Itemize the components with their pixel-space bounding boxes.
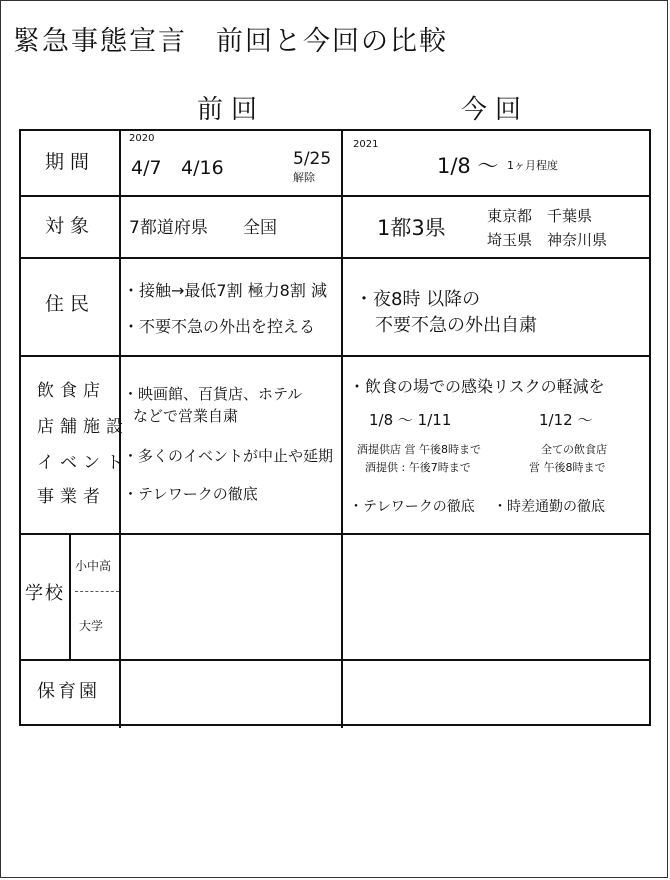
current-target-line1: 東京都 千葉県 <box>487 207 593 225</box>
page-title: 緊急事態宣言 前回と今回の比較 <box>13 26 448 57</box>
current-target-line2: 埼玉県 神奈川県 <box>487 231 608 249</box>
prev-year: 2020 <box>129 133 155 144</box>
row-divider <box>21 659 649 661</box>
prev-end-note: 解除 <box>293 171 315 184</box>
current-business-date-a: 1/8 〜 1/11 <box>369 411 452 429</box>
current-business-b1: 全ての飲食店 <box>541 443 607 456</box>
current-business-date-b: 1/12 〜 <box>539 411 593 429</box>
label-school-elementary: 小中高 <box>75 559 112 573</box>
current-residents-1: ・夜8時 以降の <box>355 289 481 310</box>
current-residents-2: 不要不急の外出自粛 <box>375 315 537 336</box>
school-sub-divider <box>69 533 71 659</box>
prev-start-date: 4/7 <box>131 157 162 179</box>
label-target: 対象 <box>45 215 96 237</box>
label-business-2: 店舗施設 <box>37 417 129 437</box>
row-divider <box>21 195 649 197</box>
current-year: 2021 <box>353 139 379 150</box>
current-period-note: 1ヶ月程度 <box>507 159 558 172</box>
prev-business-1b: などで営業自粛 <box>133 407 239 425</box>
row-divider <box>21 355 649 357</box>
column-header-previous: 前回 <box>197 95 266 125</box>
prev-target-nationwide: 全国 <box>243 218 277 238</box>
comparison-table <box>19 129 651 726</box>
current-business-a1: 酒提供店 営 午後8時まで <box>357 443 481 456</box>
label-residents: 住民 <box>45 293 96 315</box>
label-business-4: 事業者 <box>37 487 106 507</box>
current-target-main: 1都3県 <box>377 216 446 240</box>
current-start-date: 1/8 〜 <box>437 154 499 178</box>
prev-residents-1: ・接触→最低7割 極力8割 減 <box>123 281 327 300</box>
current-business-3: ・テレワークの徹底 <box>349 499 475 515</box>
prev-mid-date: 4/16 <box>181 157 224 179</box>
prev-residents-2: ・不要不急の外出を控える <box>123 317 316 336</box>
prev-end-date: 5/25 <box>293 149 332 169</box>
current-business-b2: 営 午後8時まで <box>529 461 606 474</box>
column-divider <box>341 131 343 728</box>
prev-business-1: ・映画館、百貨店、ホテル <box>123 385 303 403</box>
row-divider <box>21 533 649 535</box>
label-business-1: 飲食店 <box>37 381 106 401</box>
current-business-1: ・飲食の場での感染リスクの軽減を <box>349 377 605 396</box>
label-business-3: イベント <box>37 453 129 473</box>
prev-business-3: ・テレワークの徹底 <box>123 485 258 503</box>
row-divider <box>21 257 649 259</box>
label-period: 期間 <box>45 151 96 173</box>
column-header-current: 今回 <box>461 95 530 125</box>
school-sub-dash <box>75 591 119 592</box>
prev-target-prefectures: 7都道府県 <box>129 218 208 238</box>
current-business-4: ・時差通勤の徹底 <box>493 499 605 515</box>
label-nursery: 保育園 <box>37 681 100 702</box>
label-school-university: 大学 <box>79 619 104 633</box>
label-school: 学校 <box>25 583 65 604</box>
current-business-a2: 酒提供 : 午後7時まで <box>365 461 471 474</box>
prev-business-2: ・多くのイベントが中止や延期 <box>123 447 334 465</box>
